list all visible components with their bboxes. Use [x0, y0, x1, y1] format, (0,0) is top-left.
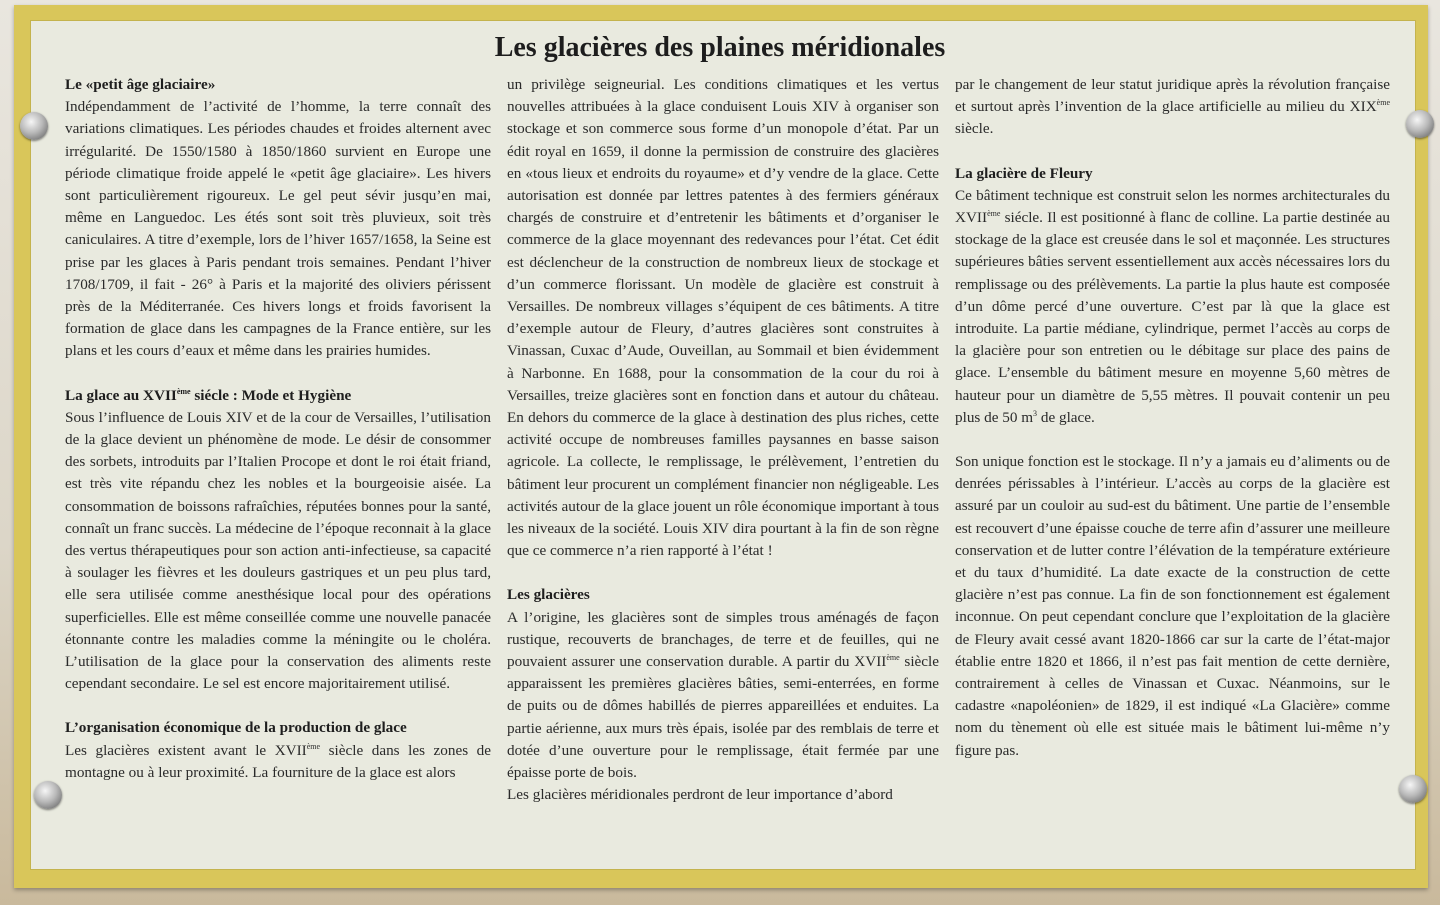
section-heading: Le «petit âge glaciaire»	[65, 76, 216, 93]
section-text: Son unique fonction est le stockage. Il n’y a jamais eu d’aliments ou de denrées périssables à l’intérieur. L’accès au corps de la glacière est assuré par un couloir au sud-est du bâtiment. Une partie de l’ensemble est recouvert d’une épaisse couche de terre afin d’assurer une meilleure conservation et de lutter contre l’élévation de la température extérieure et du taux d’humidité. La date exacte de la construction de cette glacière n’est pas connue. La fin de son fonctionnement est également inconnue. On peut cependant conclure que l’exploitation de la glacière de Fleury avait cessé avant 1820-1866 car sur la carte de l’état-major établie entre 1820 et 1866, il n’est pas fait mention de cette dernière, contrairement à celles de Vinassan et Cuxac. Néanmoins, sur le cadastre «napoléonien» de 1829, il est indiqué «La Glacière» comme nom du tènement où elle est située mais le bâtiment lui-même n’y figure pas.	[955, 453, 1390, 759]
section-heading: La glace au XVIIème siécle : Mode et Hygiène	[65, 386, 352, 404]
column-right	[955, 74, 1390, 762]
section-text: par le changement de leur statut juridique après la révolution française et surtout après l’invention de la glace artificielle au milieu du XIXème siècle.	[955, 76, 1390, 138]
section-text: Sous l’influence de Louis XIV et de la cour de Versailles, l’utilisation de la glace devient un phénomène de mode. Le désir de consommer des sorbets, introduits par l’Italien Procope et dont le roi était friand, est très vite répandu chez les nobles et la bourgeoisie aisée. La consommation de boissons rafraîchies, réputées bonnes pour la santé, connaît un franc succès. La médecine de l’époque reconnait à la glace des vertus thérapeutiques pour son action anti-infectieuse, sa capacité à soulager les fièvres et les douleurs gastriques et un peu plus tard, elle sera utilisée comme anesthésique local pour des opérations superficielles. Elle est même conseillée comme une nouvelle panacée étonnante contre les maladies comme la méningite ou le choléra. L’utilisation de la glace pour la conservation des aliments reste cependant secondaire. Le sel est encore majoritairement utilisé.	[65, 408, 491, 693]
section-text: Ce bâtiment technique est construit selon les normes architecturales du XVIIème siécle. Il est positionné à flanc de colline. La partie destinée au stockage de la glace est creusée dans le sol et maçonnée. Les structures supérieures bâties servent essentiellement aux accès nécessaires lors du remplissage ou des prélèvements. La partie la plus haute est composée d’un dôme percé d’une ouverture. C’est par là que la glace est introduite. La partie médiane, cylindrique, permet l’accès au corps de la glacière pour son entretien ou le débitage sur place des pains de glace. L’ensemble du bâtiment mesure en moyenne 5,60 mètres de hauteur pour un diamètre de 5,55 mètres. Il pouvait contenir un peu plus de 50 $m^3$ de glace.	[955, 186, 1390, 426]
screw-icon	[34, 781, 62, 809]
screw-icon	[1406, 110, 1434, 138]
screw-icon	[20, 112, 48, 140]
section-text: A l’origine, les glacières sont de simples trous aménagés de façon rustique, recouverts de branchages, de terre et de feuilles, qui ne pouvaient assurer une conservation durable. A partir du XVIIème siècle apparaissent les premières glacières bâties, semi-enterrées, en forme de puits ou de dômes habillés de pierres appareillées et enduites. La partie aérienne, aux murs très épais, isolée par des remblais de terre et dotée d’une ouverture pour le remplissage, était fermée par une épaisse porte de bois.	[507, 608, 939, 782]
screw-icon	[1399, 775, 1427, 803]
section-text: un privilège seigneurial. Les conditions climatiques et les vertus nouvelles attribuées à la glace conduisent Louis XIV à organiser son stockage et son commerce sous forme d’un monopole d’état. Par un édit royal en 1659, il donne la permission de construire des glacières en «tous lieux et endroits du royaume» et d’y vendre de la glace. Cette autorisation est donnée par lettres patentes à des fermiers généraux chargés de construire et d’entretenir les bâtiments et d’organiser le commerce de la glace moyennant des redevances pour l’état. Cet édit est déclencheur de la construction de nombreux lieux de stockage et d’un commerce florissant. Un modèle de glacière est construit à Versailles. De nombreux villages s’équipent de ces bâtiments. A titre d’exemple autour de Fleury, d’autres glacières sont construites à Vinassan, Cuxac d’Aude, Ouveillan, au Sommail et bien évidemment à Narbonne. En 1688, pour la consommation de la cour du roi à Versailles, treize glacières sont en fonction dans et autour du château. En dehors du commerce de la glace à destination des plus riches, cette activité occupe de nombreuses familles paysannes en basse saison agricole. La collecte, le remplissage, le prélèvement, l’entretien du bâtiment leur procurent un complément financier non négligeable. Les activités autour de la glace jouent un rôle économique important à tous les niveaux de la société. Louis XIV dira pourtant à la fin de son règne que ce commerce n’a rien rapporté à l’état !	[507, 76, 939, 560]
section-heading: L’organisation économique de la production de glace	[65, 719, 407, 737]
section-text: Les glacières existent avant le XVIIème siècle dans les zones de montagne ou à leur proximité. La fourniture de la glace est alors	[65, 741, 491, 781]
column-left	[65, 74, 491, 784]
section-text: Indépendamment de l’activité de l’homme, la terre connaît des variations climatiques. Les périodes chaudes et froides alternent avec irrégularité. De 1550/1580 à 1850/1860 survient en Europe une période climatique froide appelé le «petit âge glaciaire». Les hivers sont particulièrement rigoureux. Le gel peut sévir jusqu’en mai, même en Languedoc. Les étés sont soit très pluvieux, soit très caniculaires. A titre d’exemple, lors de l’hiver 1657/1658, la Seine est prise par les glaces à Paris pendant trois semaines. Pendant l’hiver 1708/1709, il fait - 26° à Paris et la majorité des oliviers périssent près de la Méditerranée. Ces hivers longs et froids favorisent la formation de glace dans les campagnes de la France entière, sur les plans et les cours d’eaux et même dans les prairies humides.	[65, 98, 491, 360]
page-title: Les glacières des plaines méridionales	[494, 32, 946, 63]
section-text: Les glacières méridionales perdront de leur importance d’abord	[507, 786, 893, 804]
section-heading: Les glacières	[507, 586, 590, 604]
column-middle	[507, 74, 939, 807]
section-heading: La glacière de Fleury	[955, 164, 1093, 182]
